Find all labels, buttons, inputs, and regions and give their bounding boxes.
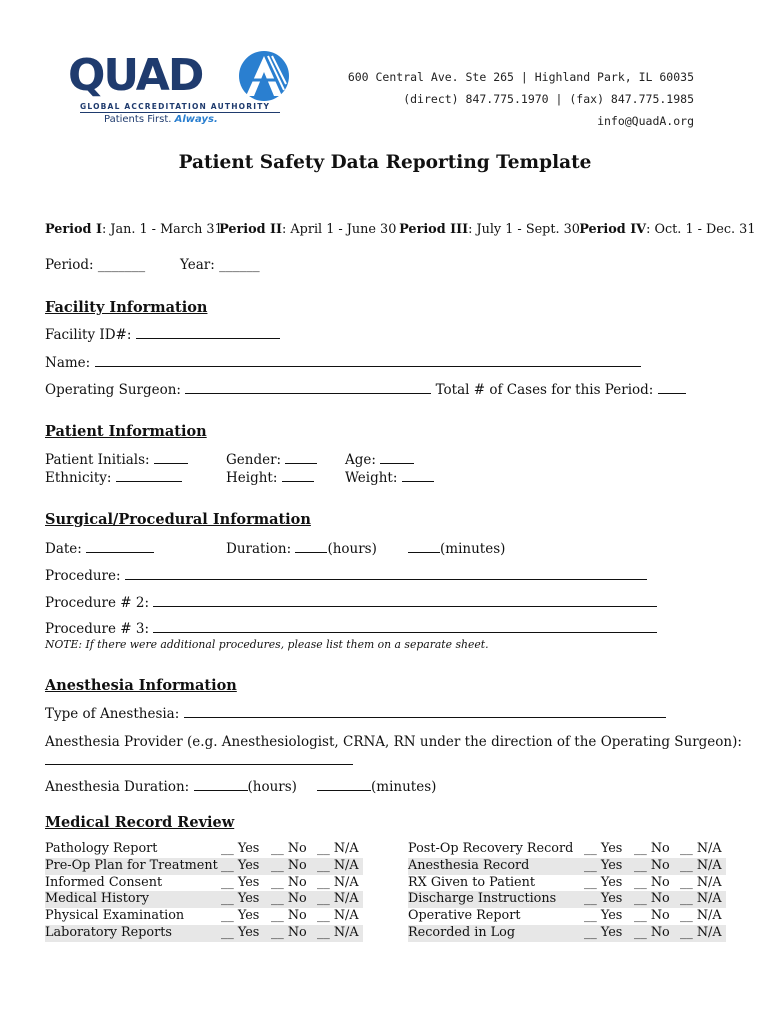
na-option[interactable]: __ N/A [680,857,722,873]
procedure-3-label: Procedure # 3: [45,621,150,637]
age-label: Age: [345,452,376,468]
facility-id-row [45,326,280,343]
medical-record-heading: Medical Record Review [45,814,235,831]
anesthesia-heading: Anesthesia Information [45,677,237,694]
page-title: Patient Safety Data Reporting Template [178,152,592,173]
duration-minutes-row [408,540,505,557]
cases-label: Total # of Cases for this Period: [435,382,654,398]
na-option[interactable]: __ N/A [680,891,722,907]
anesthesia-hours-input[interactable] [194,778,248,791]
anesthesia-minutes-unit: (minutes) [371,779,437,795]
gender-row [226,451,317,468]
record-row [45,891,363,908]
facility-id-label: Facility ID#: [45,327,132,343]
no-option[interactable]: __ No [634,841,670,856]
na-option[interactable]: __ N/A [317,908,359,924]
no-option[interactable]: __ No [634,857,670,873]
weight-input[interactable] [402,469,434,482]
record-label: Pathology Report [45,841,158,856]
na-option[interactable]: __ N/A [680,841,722,856]
yes-option[interactable]: __ Yes [584,841,623,856]
no-option[interactable]: __ No [271,874,307,890]
age-row [345,451,414,468]
ethnicity-label: Ethnicity: [45,470,112,486]
yes-option[interactable]: __ Yes [584,908,623,924]
yes-option[interactable]: __ Yes [221,857,260,873]
yes-option[interactable]: __ Yes [584,924,623,940]
logo-wordmark: QUAD [68,50,203,101]
record-row [45,841,363,858]
record-row [408,841,726,858]
record-label: RX Given to Patient [408,874,536,890]
na-option[interactable]: __ N/A [317,891,359,907]
duration-hours-unit: (hours) [327,541,377,557]
record-label: Laboratory Reports [45,924,172,940]
duration-hours-input[interactable] [295,540,327,553]
no-option[interactable]: __ No [271,908,307,924]
period-legend [45,222,756,237]
contact-block [348,66,694,132]
patient-initials-row [45,451,188,468]
record-row [45,908,363,925]
record-label: Informed Consent [45,874,163,890]
duration-minutes-unit: (minutes) [440,541,506,557]
procedure-2-input[interactable] [153,594,657,607]
gender-input[interactable] [285,451,317,464]
record-row [408,858,726,875]
yes-option[interactable]: __ Yes [584,891,623,907]
na-option[interactable]: __ N/A [317,857,359,873]
no-option[interactable]: __ No [634,908,670,924]
record-row [408,875,726,892]
facility-id-input[interactable] [136,326,280,339]
surgical-heading: Surgical/Procedural Information [45,511,311,528]
yes-option[interactable]: __ Yes [221,841,260,856]
contact-address: 600 Central Ave. Ste 265 | Highland Park, IL 60035 [347,70,694,84]
duration-row [226,540,377,557]
no-option[interactable]: __ No [634,891,670,907]
height-label: Height: [226,470,278,486]
height-row [226,469,314,486]
date-label: Date: [45,541,82,557]
weight-row [345,469,434,486]
cases-input[interactable] [658,381,686,394]
anesthesia-type-label: Type of Anesthesia: [45,706,180,722]
record-label: Physical Examination [45,908,185,924]
record-label: Post-Op Recovery Record [408,841,574,856]
anesthesia-provider-row [45,752,353,769]
anesthesia-provider-label: Anesthesia Provider (e.g. Anesthesiologist, CRNA, RN under the direction of the Operating Surgeon): [45,734,742,750]
yes-option[interactable]: __ Yes [221,908,260,924]
record-row [45,875,363,892]
yes-option[interactable]: __ Yes [584,874,623,890]
duration-minutes-input[interactable] [408,540,440,553]
na-option[interactable]: __ N/A [317,874,359,890]
na-option[interactable]: __ N/A [317,841,359,856]
no-option[interactable]: __ No [271,924,307,940]
no-option[interactable]: __ No [634,874,670,890]
na-option[interactable]: __ N/A [317,924,359,940]
period-2: Period II: April 1 - June 30 [219,222,397,237]
anesthesia-minutes-input[interactable] [317,778,371,791]
na-option[interactable]: __ N/A [680,924,722,940]
record-row [408,925,726,942]
na-option[interactable]: __ N/A [680,908,722,924]
logo-divider [80,112,280,113]
record-row [45,858,363,875]
no-option[interactable]: __ No [271,891,307,907]
contact-email: info@QuadA.org [597,114,694,128]
initials-label: Patient Initials: [45,452,150,468]
record-label: Recorded in Log [408,924,516,940]
no-option[interactable]: __ No [271,857,307,873]
anesthesia-hours-unit: (hours) [247,779,297,795]
ethnicity-input[interactable] [116,469,182,482]
year-field[interactable]: Year: ______ [180,257,260,273]
record-label: Operative Report [408,908,521,924]
height-input[interactable] [282,469,314,482]
period-1: Period I: Jan. 1 - March 31 [45,222,223,237]
record-label: Pre-Op Plan for Treatment [45,857,218,873]
surgeon-input[interactable] [185,381,431,394]
record-label: Anesthesia Record [408,857,530,873]
yes-option[interactable]: __ Yes [221,924,260,940]
logo-a-circle-icon [238,50,290,102]
procedure-input[interactable] [125,567,647,580]
medical-record-right-list [408,841,726,942]
no-option[interactable]: __ No [634,924,670,940]
yes-option[interactable]: __ Yes [221,874,260,890]
no-option[interactable]: __ No [271,841,307,856]
date-row [45,540,154,557]
duration-label: Duration: [226,541,292,557]
na-option[interactable]: __ N/A [680,874,722,890]
procedure-2-label: Procedure # 2: [45,595,150,611]
medical-record-left-list [45,841,363,942]
anesthesia-minutes-row [317,778,436,795]
procedure-row [45,567,647,584]
anesthesia-duration-label: Anesthesia Duration: [45,779,190,795]
contact-phones: (direct) 847.775.1970 | (fax) 847.775.1985 [403,92,694,106]
patient-heading: Patient Information [45,423,207,440]
surgeon-row [45,381,686,398]
anesthesia-provider-input[interactable] [45,752,353,765]
anesthesia-type-row [45,705,666,722]
record-label: Medical History [45,891,149,907]
procedure-2-row [45,594,657,611]
anesthesia-duration-row [45,778,297,795]
procedure-3-row [45,620,657,637]
procedure-3-input[interactable] [153,620,657,633]
weight-label: Weight: [345,470,398,486]
facility-heading: Facility Information [45,299,208,316]
procedures-note: NOTE: If there were additional procedures, please list them on a separate sheet. [45,638,489,651]
period-3: Period III: July 1 - Sept. 30 [399,222,580,237]
date-input[interactable] [86,540,154,553]
surgeon-label: Operating Surgeon: [45,382,181,398]
logo-tagline: Patients First. Always. [104,114,218,125]
logo-subline: GLOBAL ACCREDITATION AUTHORITY [80,102,271,111]
period-field[interactable]: Period: _______ [45,257,146,273]
quad-a-logo [68,50,308,135]
yes-option[interactable]: __ Yes [221,891,260,907]
facility-name-input[interactable] [95,354,641,367]
record-row [408,891,726,908]
ethnicity-row [45,469,182,486]
initials-input[interactable] [154,451,188,464]
record-label: Discharge Instructions [408,891,557,907]
yes-option[interactable]: __ Yes [584,857,623,873]
facility-name-label: Name: [45,355,91,371]
gender-label: Gender: [226,452,282,468]
age-input[interactable] [380,451,414,464]
record-row [45,925,363,942]
anesthesia-type-input[interactable] [184,705,666,718]
period-4: Period IV: Oct. 1 - Dec. 31 [579,222,756,237]
record-row [408,908,726,925]
facility-name-row [45,354,641,371]
procedure-label: Procedure: [45,568,121,584]
